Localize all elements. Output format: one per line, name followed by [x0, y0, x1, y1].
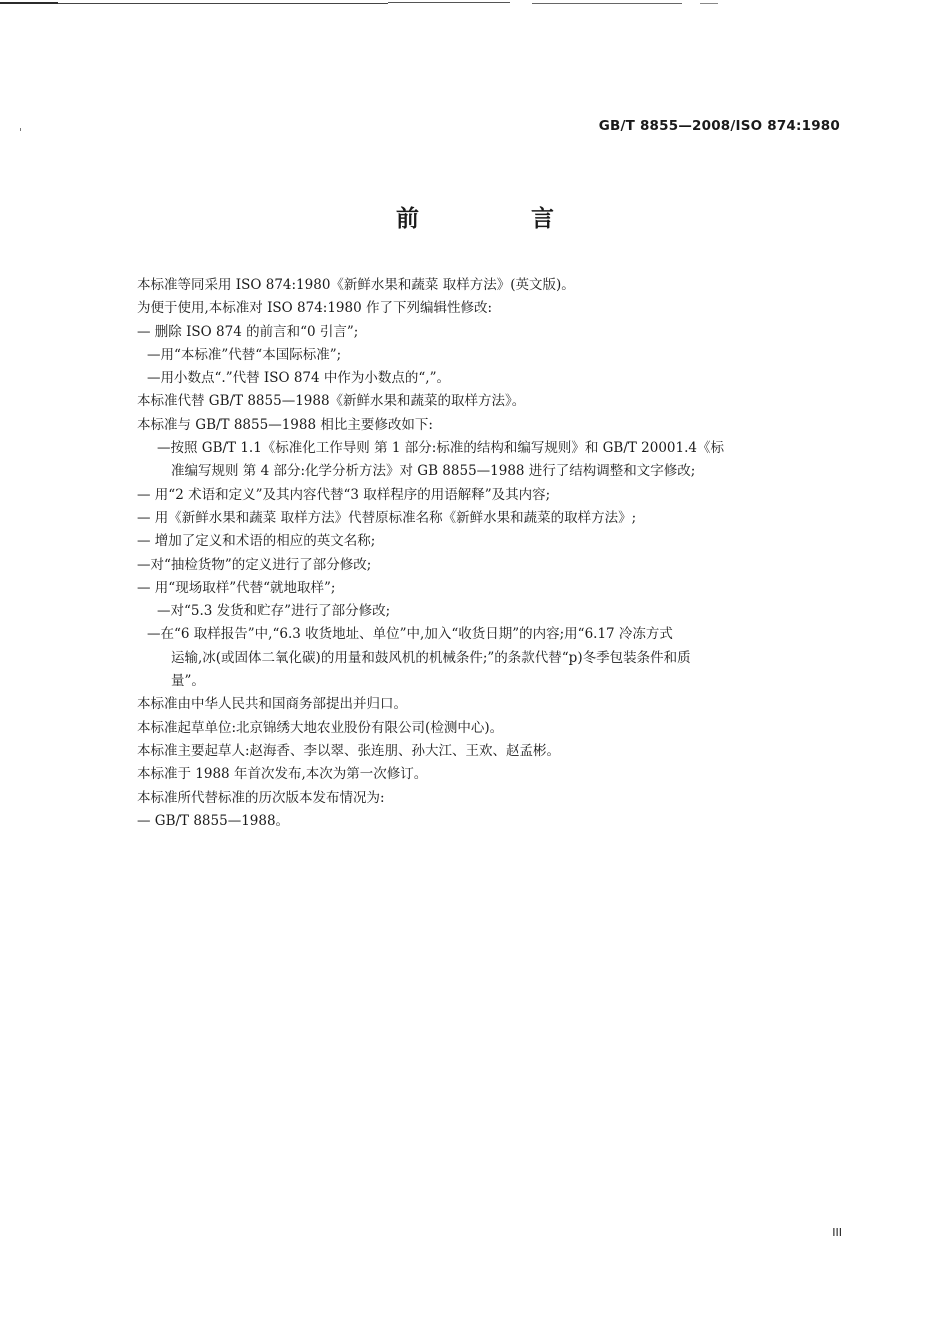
text-line: — 删除 ISO 874 的前言和“0 引言”; — [137, 323, 359, 340]
text-line: 本标准等同采用 ISO 874:1980《新鲜水果和蔬菜 取样方法》(英文版)。 — [137, 277, 575, 293]
text-line: —按照 GB/T 1.1《标准化工作导则 第 1 部分:标准的结构和编写规则》和 GB/T 20001.4《标 — [157, 440, 724, 457]
text-line: —对“抽检货物”的定义进行了部分修改; — [137, 556, 372, 573]
text-line: 本标准所代替标准的历次版本发布情况为: — [137, 789, 385, 806]
text-line: 本标准代替 GB/T 8855—1988《新鲜水果和蔬菜的取样方法》。 — [137, 393, 526, 410]
scan-speck — [20, 128, 21, 131]
text-line: — 用“现场取样”代替“就地取样”; — [137, 579, 336, 596]
text-line: 本标准与 GB/T 8855—1988 相比主要修改如下: — [137, 416, 433, 433]
text-line: — 增加了定义和术语的相应的英文名称; — [137, 533, 376, 550]
text-line: —在“6 取样报告”中,“6.3 收货地址、单位”中,加入“收货日期”的内容;用“6.17 冷冻方式 — [147, 626, 673, 643]
text-line: 准编写规则 第 4 部分:化学分析方法》对 GB 8855—1988 进行了结构调整和文字修改; — [171, 463, 696, 480]
text-line: —对“5.3 发货和贮存”进行了部分修改; — [157, 603, 391, 620]
text-line: 本标准于 1988 年首次发布,本次为第一次修订。 — [137, 766, 428, 783]
text-line: 运输,冰(或固体二氧化碳)的用量和鼓风机的机械条件;”的条款代替“p)冬季包装条件和质 — [171, 649, 691, 666]
text-line: —用“本标准”代替“本国际标准”; — [147, 346, 342, 363]
scan-top-border — [0, 0, 950, 10]
text-line: 本标准由中华人民共和国商务部提出并归口。 — [137, 696, 407, 713]
page-number: III — [832, 1226, 842, 1239]
text-line: — 用“2 术语和定义”及其内容代替“3 取样程序的用语解释”及其内容; — [137, 486, 551, 503]
text-line: 量”。 — [171, 673, 205, 690]
text-line: 本标准主要起草人:赵海香、李以翠、张连朋、孙大江、王欢、赵孟彬。 — [137, 742, 561, 759]
text-line: —用小数点“.”代替 ISO 874 中作为小数点的“,”。 — [147, 370, 450, 387]
page-title: 前 言 — [395, 206, 606, 232]
text-line: 为便于使用,本标准对 ISO 874:1980 作了下列编辑性修改: — [137, 300, 493, 317]
text-line: — 用《新鲜水果和蔬菜 取样方法》代替原标准名称《新鲜水果和蔬菜的取样方法》; — [137, 509, 637, 526]
foreword-body — [137, 274, 843, 833]
text-line: — GB/T 8855—1988。 — [137, 812, 290, 829]
standard-code: GB/T 8855—2008/ISO 874:1980 — [598, 118, 840, 134]
text-line: 本标准起草单位:北京锦绣大地农业股份有限公司(检测中心)。 — [137, 719, 504, 736]
